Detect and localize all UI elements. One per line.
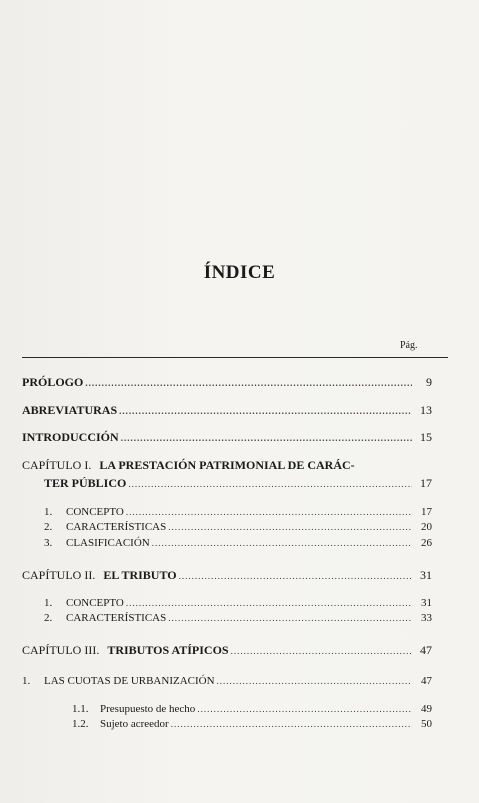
dot-leader <box>126 505 412 519</box>
toc-entry-label: ABREVIATURAS <box>22 403 118 417</box>
item-label: LAS CUOTAS DE URBANIZACIÓN <box>44 675 215 687</box>
item-label: Sujeto acreedor <box>100 718 169 730</box>
toc-entry-page: 31 <box>421 597 432 609</box>
item-label: CARACTERÍSTICAS <box>66 612 167 624</box>
item-number: 2. <box>44 612 53 624</box>
item-label: Presupuesto de hecho <box>100 703 196 715</box>
dot-leader <box>85 376 412 390</box>
toc-entry-page: 47 <box>421 675 432 687</box>
toc-entry-page: 47 <box>420 643 432 657</box>
item-number: 1. <box>22 675 31 687</box>
item-number: 1.2. <box>72 718 89 730</box>
toc-entry-prologo[interactable] <box>22 375 432 390</box>
dot-leader <box>231 644 412 658</box>
toc-subsection[interactable] <box>72 717 432 731</box>
chapter-prefix: CAPÍTULO II. <box>22 568 96 582</box>
toc-entry-label: INTRODUCCIÓN <box>22 430 119 444</box>
item-number: 1. <box>44 597 53 609</box>
toc-subentry[interactable] <box>44 611 432 625</box>
dot-leader <box>119 404 412 418</box>
dot-leader <box>152 536 412 550</box>
toc-subentry[interactable] <box>44 536 432 550</box>
toc-entry-introduccion[interactable] <box>22 430 432 445</box>
chapter-title: LA PRESTACIÓN PATRIMONIAL DE CARÁC- <box>99 458 355 472</box>
toc-subentry[interactable] <box>44 520 432 534</box>
toc-entry-cap1[interactable] <box>44 476 432 491</box>
dot-leader <box>168 611 412 625</box>
dot-leader <box>179 569 412 583</box>
chapter-title: TRIBUTOS ATÍPICOS <box>107 643 229 657</box>
toc-entry-page: 31 <box>420 568 432 582</box>
dot-leader <box>217 674 412 688</box>
toc-subsection[interactable] <box>72 702 432 716</box>
dot-leader <box>128 477 412 491</box>
chapter-1-heading[interactable] <box>22 458 355 473</box>
toc-entry-abreviaturas[interactable] <box>22 403 432 418</box>
chapter-title: EL TRIBUTO <box>103 568 177 582</box>
item-label: CONCEPTO <box>66 506 124 518</box>
toc-entry-page: 49 <box>421 703 432 715</box>
chapter-prefix: CAPÍTULO III. <box>22 643 100 657</box>
toc-entry-page: 15 <box>420 430 432 444</box>
page-column-header: Pág. <box>400 340 418 351</box>
chapter-prefix: CAPÍTULO I. <box>22 458 92 472</box>
item-label: CLASIFICACIÓN <box>66 537 150 549</box>
toc-entry-page: 20 <box>421 521 432 533</box>
dot-leader <box>168 520 412 534</box>
header-rule <box>22 357 448 358</box>
toc-entry-page: 13 <box>420 403 432 417</box>
toc-entry-label: PRÓLOGO <box>22 375 84 389</box>
item-label: CONCEPTO <box>66 597 124 609</box>
page-title: ÍNDICE <box>203 262 276 283</box>
toc-entry-page: 17 <box>420 476 432 490</box>
toc-subentry[interactable] <box>44 596 432 610</box>
toc-entry-page: 26 <box>421 537 432 549</box>
dot-leader <box>171 717 412 731</box>
item-number: 1.1. <box>72 703 89 715</box>
dot-leader <box>197 702 412 716</box>
toc-section[interactable] <box>22 674 432 688</box>
toc-entry-cap2[interactable] <box>22 568 432 583</box>
dot-leader <box>121 431 412 445</box>
item-label: CARACTERÍSTICAS <box>66 521 167 533</box>
toc-subentry[interactable] <box>44 505 432 519</box>
toc-entry-page: 50 <box>421 718 432 730</box>
toc-entry-page: 17 <box>421 506 432 518</box>
toc-entry-page: 33 <box>421 612 432 624</box>
item-number: 2. <box>44 521 53 533</box>
chapter-title-continuation: TER PÚBLICO <box>44 476 127 490</box>
item-number: 3. <box>44 537 53 549</box>
dot-leader <box>126 596 412 610</box>
item-number: 1. <box>44 506 53 518</box>
toc-entry-cap3[interactable] <box>22 643 432 658</box>
toc-entry-page: 9 <box>426 375 432 389</box>
